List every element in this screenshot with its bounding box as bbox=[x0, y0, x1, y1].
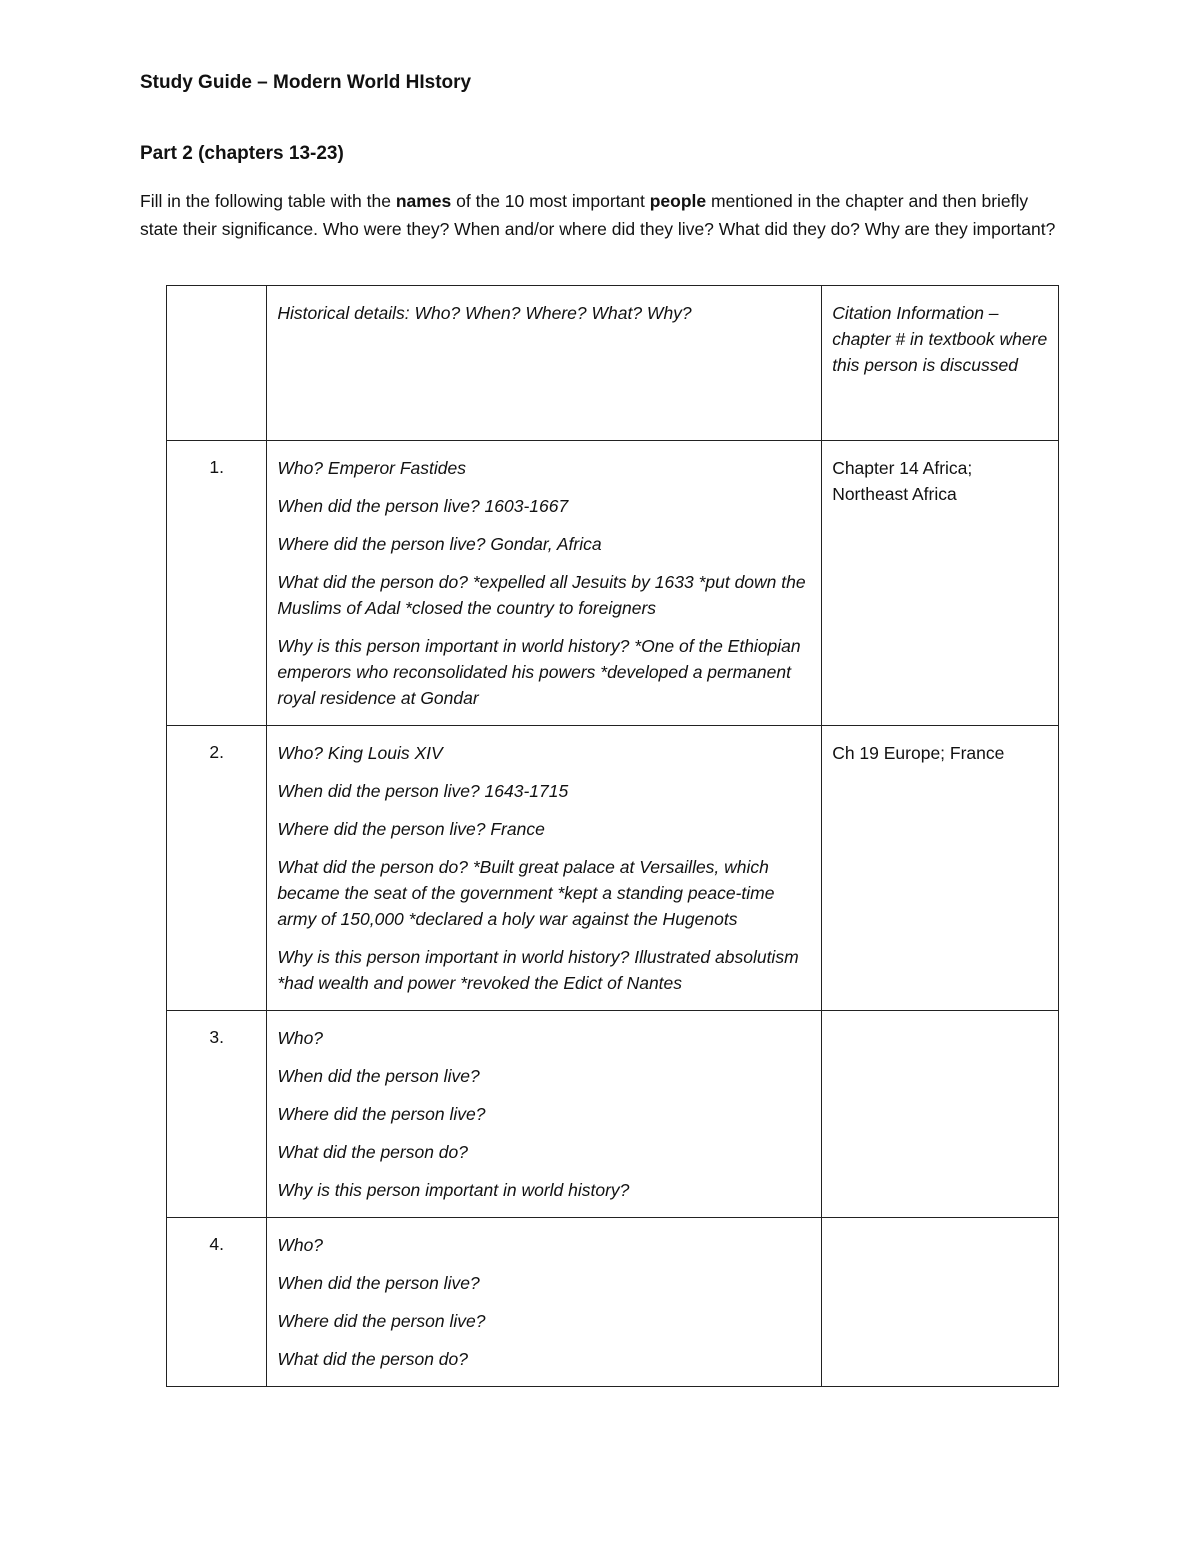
instructions-paragraph bbox=[140, 187, 1070, 243]
table-row bbox=[167, 726, 1059, 1011]
table-row bbox=[167, 1011, 1059, 1218]
row-details-cell[interactable] bbox=[267, 726, 822, 1011]
header-details-label: Historical details: Who? When? Where? What? Why? bbox=[277, 303, 692, 323]
why-line: Why is this person important in world history? *One of the Ethiopian emperors who reconsolidated his powers *developed a permanent royal residence at Gondar bbox=[277, 636, 801, 708]
who-line: Who? Emperor Fastides bbox=[277, 458, 467, 478]
instructions-text: of the 10 most important bbox=[451, 191, 650, 211]
row-details-cell[interactable] bbox=[267, 1218, 822, 1387]
what-line: What did the person do? bbox=[277, 1142, 469, 1162]
who-line: Who? bbox=[277, 1028, 324, 1048]
why-line: Why is this person important in world history? bbox=[277, 1180, 630, 1200]
when-line: When did the person live? 1643-1715 bbox=[277, 781, 569, 801]
what-line: What did the person do? *expelled all Jesuits by 1633 *put down the Muslims of Adal *closed the country to foreigners bbox=[277, 572, 806, 618]
when-line: When did the person live? 1603-1667 bbox=[277, 496, 569, 516]
row-citation-cell[interactable] bbox=[822, 1011, 1059, 1218]
where-line: Where did the person live? Gondar, Africa bbox=[277, 534, 602, 554]
where-line: Where did the person live? bbox=[277, 1104, 486, 1124]
instructions-emphasis-people: people bbox=[649, 191, 707, 211]
what-line: What did the person do? bbox=[277, 1349, 469, 1369]
where-line: Where did the person live? bbox=[277, 1311, 486, 1331]
who-line: Who? bbox=[277, 1235, 324, 1255]
why-line: Why is this person important in world history? Illustrated absolutism *had wealth and power *revoked the Edict of Nantes bbox=[277, 947, 799, 993]
instructions-text: Fill in the following table with the bbox=[140, 191, 396, 211]
row-details-cell[interactable] bbox=[267, 1011, 822, 1218]
row-citation-cell[interactable] bbox=[822, 1218, 1059, 1387]
row-citation-cell[interactable] bbox=[822, 726, 1059, 1011]
row-number: 2. bbox=[167, 726, 267, 1011]
who-line: Who? King Louis XIV bbox=[277, 743, 443, 763]
what-line: What did the person do? *Built great palace at Versailles, which became the seat of the government *kept a standing peace-time army of 150,000 *declared a holy war against the Hugenots bbox=[277, 857, 775, 929]
header-citation-label: Citation Information – chapter # in textbook where this person is discussed bbox=[832, 303, 1048, 375]
citation-text: Ch 19 Europe; France bbox=[832, 743, 1005, 763]
header-citation-cell bbox=[822, 286, 1059, 441]
row-number: 1. bbox=[167, 441, 267, 726]
table-row bbox=[167, 441, 1059, 726]
when-line: When did the person live? bbox=[277, 1273, 480, 1293]
row-details-cell[interactable] bbox=[267, 441, 822, 726]
where-line: Where did the person live? France bbox=[277, 819, 545, 839]
row-number: 4. bbox=[167, 1218, 267, 1387]
citation-text: Chapter 14 Africa; Northeast Africa bbox=[832, 458, 973, 504]
header-number-cell bbox=[167, 286, 267, 441]
when-line: When did the person live? bbox=[277, 1066, 480, 1086]
instructions-emphasis-names: names bbox=[395, 191, 452, 211]
instructions-text: mentioned in the chapter and then briefly state their significance. Who were they? When and/or where did they live? What did they do? Why are they important? bbox=[140, 191, 1056, 239]
people-table bbox=[166, 285, 1059, 1387]
document-title: Study Guide – Modern World HIstory bbox=[140, 72, 472, 93]
table-row bbox=[167, 1218, 1059, 1387]
part-heading: Part 2 (chapters 13-23) bbox=[140, 143, 344, 164]
row-citation-cell[interactable] bbox=[822, 441, 1059, 726]
table-header-row bbox=[167, 286, 1059, 441]
header-details-cell bbox=[267, 286, 822, 441]
row-number: 3. bbox=[167, 1011, 267, 1218]
